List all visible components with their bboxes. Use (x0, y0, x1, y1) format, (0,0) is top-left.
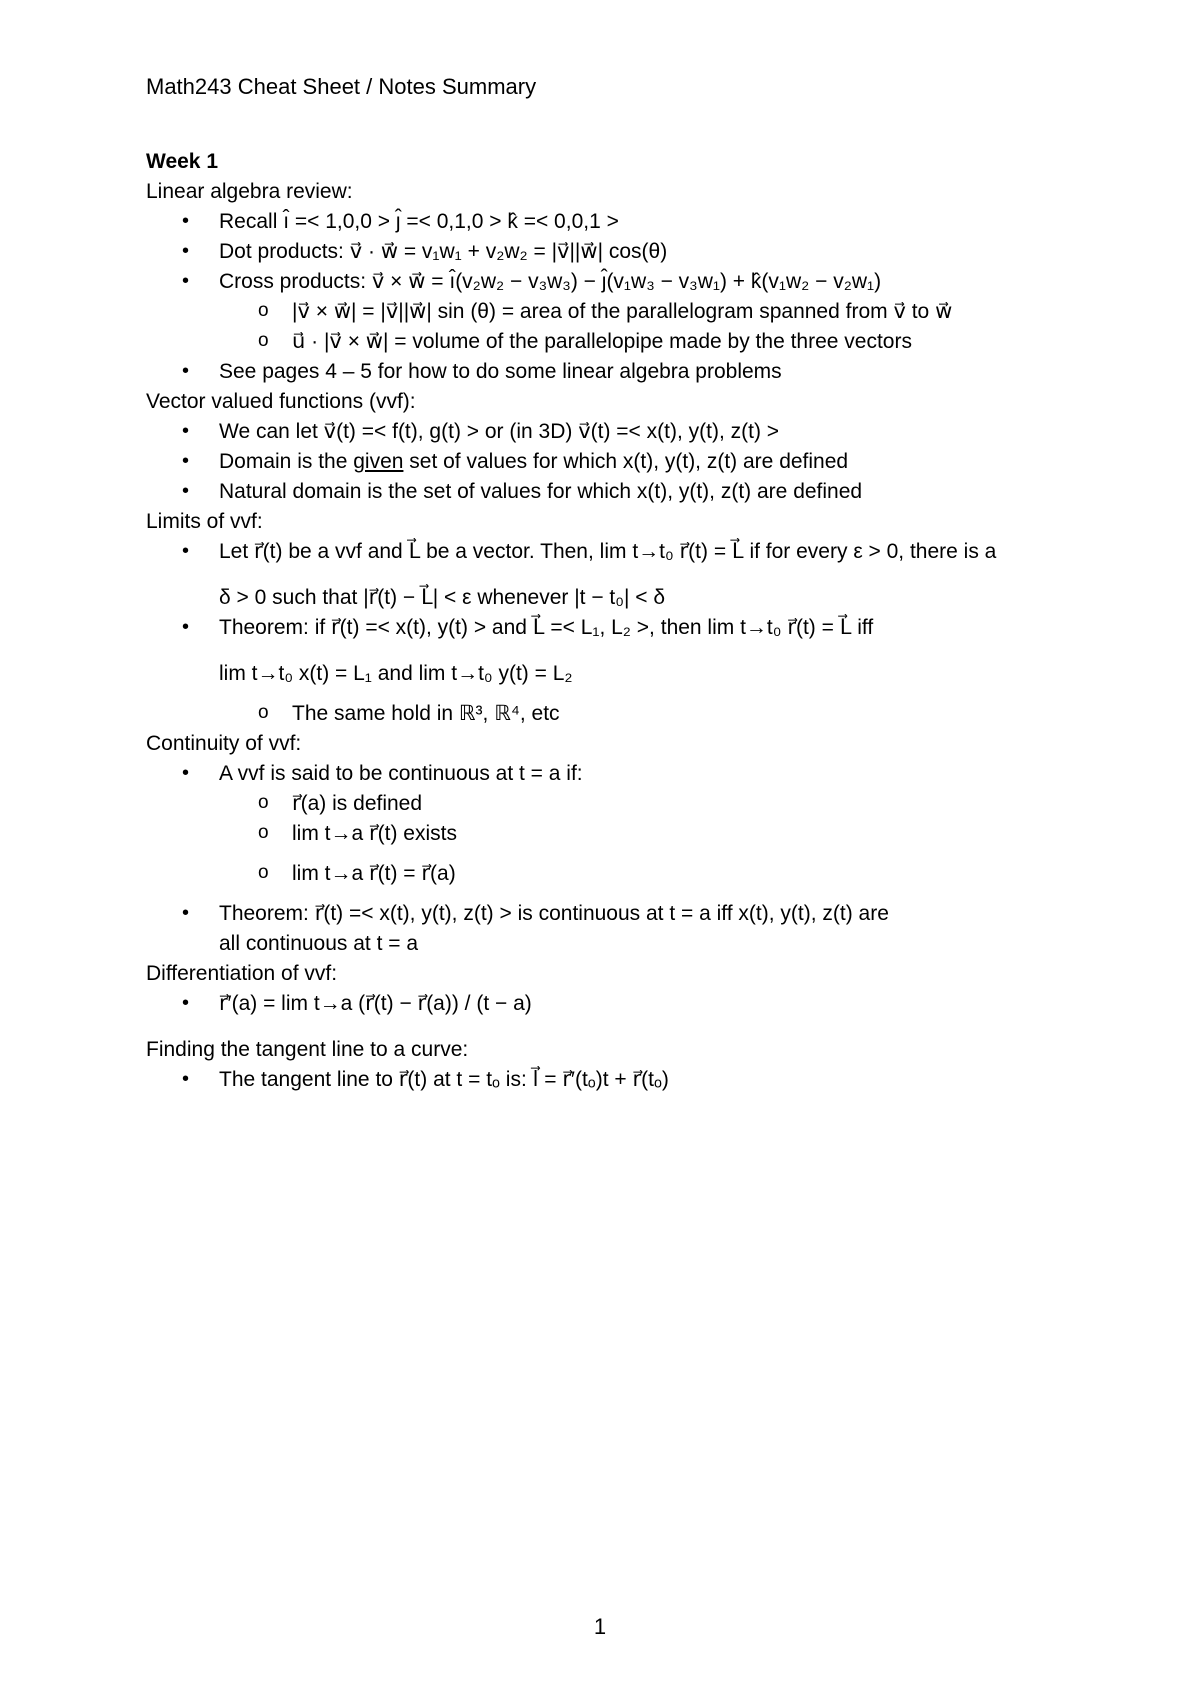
section-heading-differentiation: Differentiation of vvf: (146, 962, 338, 985)
week-heading: Week 1 (146, 150, 218, 173)
bullet-dot-products: • Dot products: v⃗ · w⃗ = v₁w₁ + v₂w₂ = |v⃗||w⃗| cos(θ) (146, 237, 1066, 267)
bullet-see-pages: • See pages 4 – 5 for how to do some linear algebra problems (146, 357, 1066, 387)
page-number: 1 (593, 1614, 607, 1639)
notes-body (146, 147, 1066, 1095)
bullet-cross-products: • Cross products: v⃗ × w⃗ = ı̂(v₂w₂ − v₃w₃) − ȷ̂(v₁w₃ − v₃w₁) + k̂(v₁w₂ − v₂w₁) (146, 267, 1066, 297)
section-heading-limits: Limits of vvf: (146, 510, 263, 533)
domain-text-after: set of values for which x(t), y(t), z(t) are defined (403, 450, 849, 473)
bullet-derivative-definition: • r⃗′(a) = lim t→a (r⃗(t) − r⃗(a)) / (t − a) (146, 989, 1066, 1035)
bullet-limit-theorem: • Theorem: if r⃗(t) =< x(t), y(t) > and L⃗ =< L₁, L₂ >, then lim t→t₀ r⃗(t) = L⃗ iff (146, 613, 1066, 659)
bullet-natural-domain: • Natural domain is the set of values for which x(t), y(t), z(t) are defined (146, 477, 1066, 507)
domain-underlined-word: given (353, 450, 404, 473)
limit-theorem-continued: lim t→t₀ x(t) = L₁ and lim t→t₀ y(t) = L₂ (219, 662, 573, 685)
sub-bullet-defined: o r⃗(a) is defined (146, 789, 1066, 819)
sub-bullet-higher-dimensions: o The same hold in ℝ³, ℝ⁴, etc (146, 699, 1066, 729)
sub-bullet-parallelopipe-volume: o u⃗ · |v⃗ × w⃗| = volume of the parallelopipe made by the three vectors (146, 327, 1066, 357)
sub-bullet-limit-exists: o lim t→a r⃗(t) exists (146, 819, 1066, 859)
section-heading-continuity: Continuity of vvf: (146, 732, 302, 755)
section-heading-linear-algebra: Linear algebra review: (146, 180, 353, 203)
bullet-continuity-definition: • A vvf is said to be continuous at t = a if: (146, 759, 1066, 789)
bullet-continuity-theorem: • Theorem: r⃗(t) =< x(t), y(t), z(t) > is continuous at t = a iff x(t), y(t), z(t) are (146, 899, 1066, 929)
section-heading-vvf: Vector valued functions (vvf): (146, 390, 416, 413)
sub-bullet-limit-equals: o lim t→a r⃗(t) = r⃗(a) (146, 859, 1066, 899)
section-heading-tangent-line: Finding the tangent line to a curve: (146, 1038, 469, 1061)
domain-text-before: Domain is the (219, 450, 354, 473)
bullet-recall-unit-vectors: • Recall ı̂ =< 1,0,0 > ȷ̂ =< 0,1,0 > k̂ =< 0,0,1 > (146, 207, 1066, 237)
sub-bullet-parallelogram-area: o |v⃗ × w⃗| = |v⃗||w⃗| sin (θ) = area of the parallelogram spanned from v⃗ to w⃗ (146, 297, 1066, 327)
limit-definition-continued: δ > 0 such that |r⃗(t) − L⃗| < ε whenever |t − t₀| < δ (219, 586, 666, 609)
bullet-tangent-line: • The tangent line to r⃗(t) at t = tₒ is: l⃗ = r⃗′(tₒ)t + r⃗(tₒ) (146, 1065, 1066, 1095)
bullet-domain (146, 447, 1066, 477)
continuity-theorem-continued: all continuous at t = a (219, 932, 419, 955)
document-title: Math243 Cheat Sheet / Notes Summary (146, 74, 537, 99)
bullet-vvf-definition: • We can let v⃗(t) =< f(t), g(t) > or (in 3D) v⃗(t) =< x(t), y(t), z(t) > (146, 417, 1066, 447)
bullet-limit-definition: • Let r⃗(t) be a vvf and L⃗ be a vector. Then, lim t→t₀ r⃗(t) = L⃗ if for every ε > 0, there is a (146, 537, 1066, 583)
